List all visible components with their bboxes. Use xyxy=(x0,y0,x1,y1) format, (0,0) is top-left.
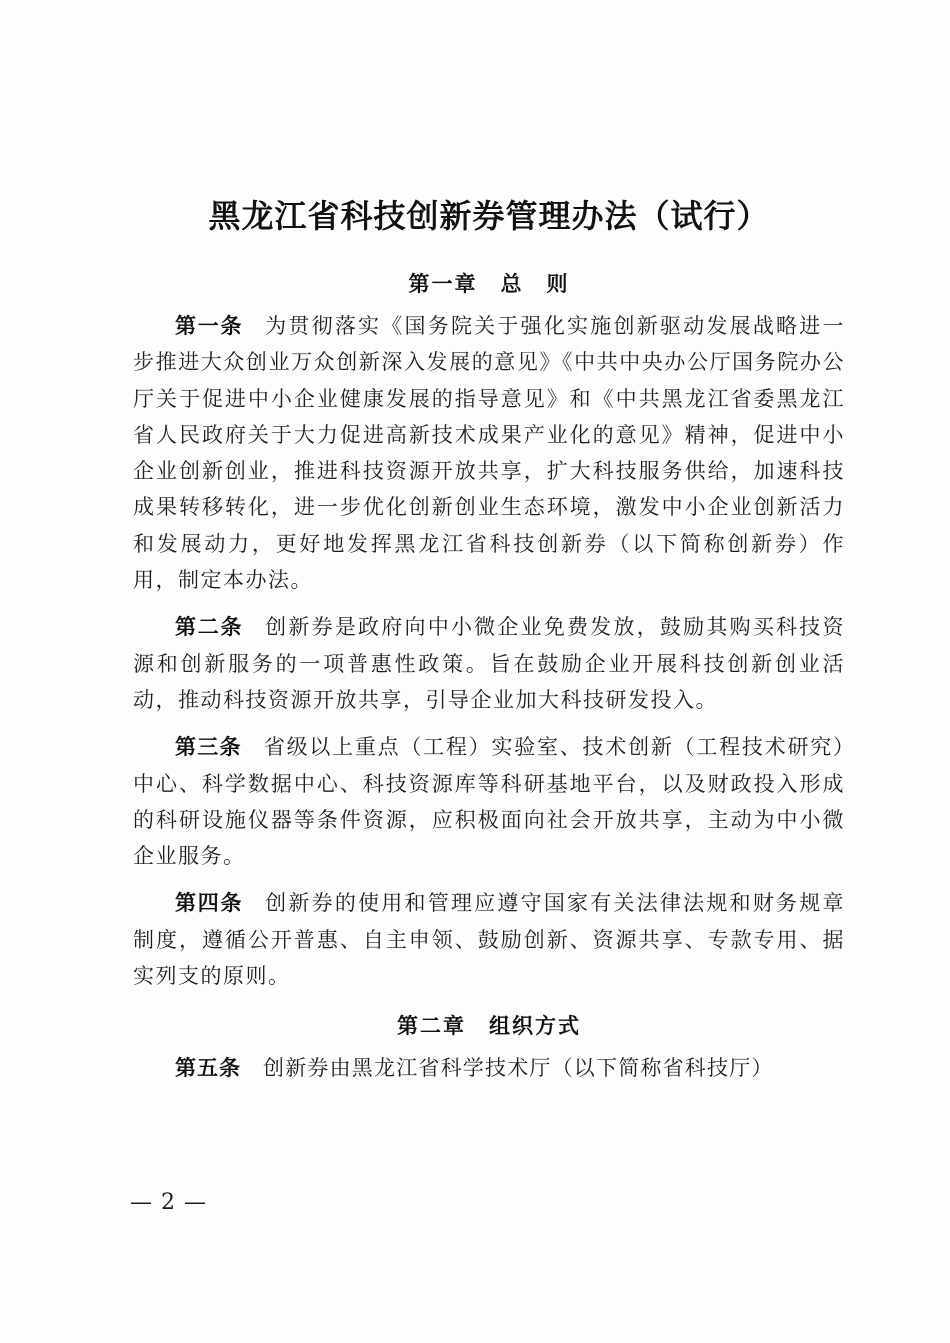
article-paragraph xyxy=(133,885,845,994)
article-text: 创新券的使用和管理应遵守国家有关法律法规和财务规章制度，遵循公开普惠、自主申领、鼓励创新、资源共享、专款专用、据实列支的原则。 xyxy=(133,891,846,989)
document-body xyxy=(133,188,845,1087)
article-label: 第四条 xyxy=(175,890,244,916)
article-label: 第二条 xyxy=(175,614,244,640)
article-label: 第一条 xyxy=(175,313,244,338)
article-text: 为贯彻落实《国务院关于强化实施创新驱动发展战略进一步推进大众创业万众创新深入发展的意见》《中共中央办公厅国务院办公厅关于促进中小企业健康发展的指导意见》和《中共黑龙江省委黑龙江省人民政府关于大力促进高新技术成果产业化的意见》精神，促进中小企业创新创业，推进科技资源开放共享，扩大科技服务供给，加速科技成果转移转化，进一步优化创新创业生态环境，激发中小企业创新活力和发展动力，更好地发挥黑龙江省科技创新券（以下简称创新券）作用，制定本办法。 xyxy=(133,314,846,593)
article-text: 创新券由黑龙江省科学技术厅（以下简称省科技厅） xyxy=(263,1056,774,1081)
article-paragraph xyxy=(133,729,845,874)
article-text: 省级以上重点（工程）实验室、技术创新（工程技术研究）中心、科学数据中心、科技资源库等科研基地平台，以及财政投入形成的科研设施仪器等条件资源，应积极面向社会开放共享，主动为中小微企业服务。 xyxy=(133,735,846,869)
chapter-heading: 第一章 总 则 xyxy=(408,271,570,296)
document-title: 黑龙江省科技创新券管理办法（试行） xyxy=(208,197,770,235)
article-label: 第三条 xyxy=(175,734,242,760)
article-paragraph xyxy=(133,308,845,598)
chapter-heading: 第二章 组织方式 xyxy=(397,1013,581,1039)
article-text: 创新券是政府向中小微企业免费发放，鼓励其购买科技资源和创新服务的一项普惠性政策。旨在鼓励企业开展科技创新创业活动，推动科技资源开放共享，引导企业加大科技研发投入。 xyxy=(133,615,846,712)
page-number: — 2 — xyxy=(130,1190,207,1215)
article-paragraph xyxy=(133,1050,845,1086)
article-label: 第五条 xyxy=(175,1055,241,1081)
article-paragraph xyxy=(133,609,845,718)
